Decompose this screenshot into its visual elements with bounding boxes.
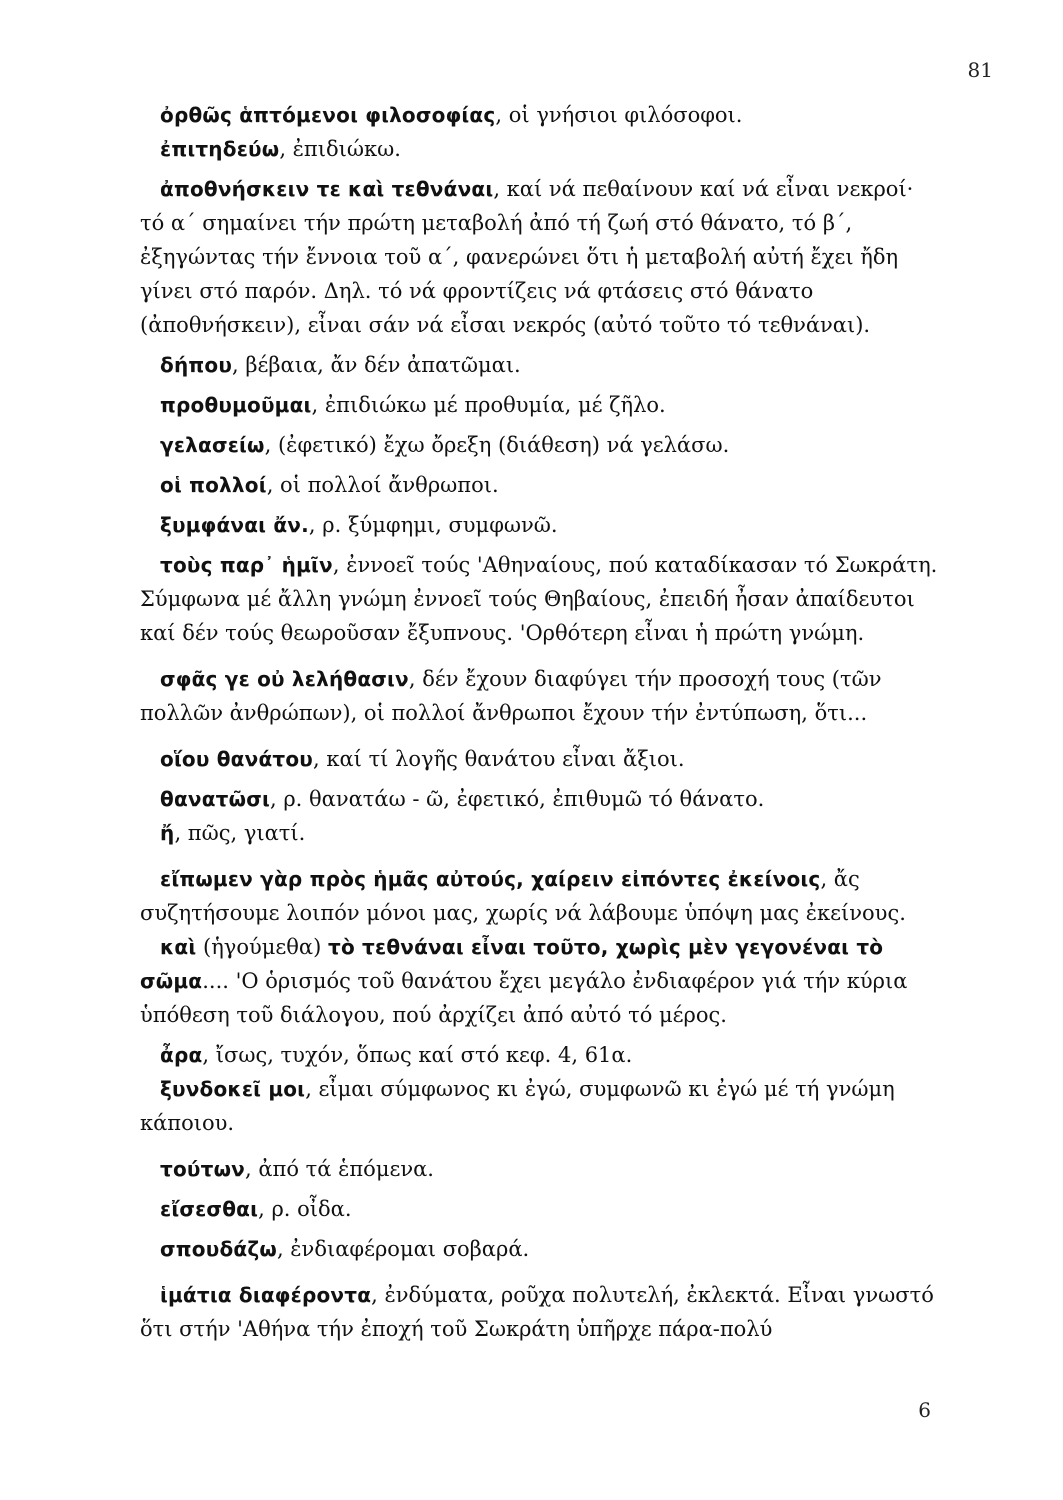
entry-definition: , οἱ πολλοί ἄνθρωποι. <box>266 473 499 497</box>
entry-definition: .... 'Ο ὁρισμός τοῦ θανάτου ἔχει μεγάλο ἐνδιαφέρον γιά τήν κύρια ὑπόθεση τοῦ διάλογου, πού ἀρχίζει ἀπό αὐτό τό μέρος. <box>140 969 908 1027</box>
entry-term: ἐπιτηδεύω <box>160 137 280 161</box>
glossary-entry <box>140 1278 940 1346</box>
entry-term: ἀποθνήσκειν τε καὶ τεθνάναι <box>160 177 494 201</box>
glossary-entry <box>140 742 940 776</box>
glossary-entry <box>140 348 940 382</box>
entry-term: τὸ τεθνάναι εἶναι τοῦτο, χωρὶς μὲν γεγονέναι τὸ σῶμα <box>140 935 884 993</box>
glossary-entry <box>140 862 940 930</box>
entry-term: ἆρα <box>160 1043 203 1067</box>
entry-definition: , ἀπό τά ἑπόμενα. <box>244 1157 434 1181</box>
entry-definition: , ρ. θανατάω - ῶ, ἐφετικό, ἐπιθυμῶ τό θάνατο. <box>269 787 765 811</box>
entry-definition: , οἱ γνήσιοι φιλόσοφοι. <box>495 103 743 127</box>
entry-definition: , ἐννοεῖ τούς 'Αθηναίους, πού καταδίκασαν τό Σωκράτη. Σύμφωνα μέ ἄλλη γνώμη ἐννοεῖ τούς Θηβαίους, ἐπειδή ἦσαν ἀπαίδευτοι καί δέν τούς θεωροῦσαν ἔξυπνους. 'Ορθότερη εἶναι ἡ πρώτη γνώμη. <box>140 553 938 645</box>
glossary-entry <box>140 132 940 166</box>
glossary-entry <box>140 428 940 462</box>
entry-definition: , (ἐφετικό) ἔχω ὄρεξη (διάθεση) νά γελάσω. <box>264 433 730 457</box>
entry-term-prefix: καὶ <box>160 935 197 959</box>
entry-term: εἴσεσθαι <box>160 1197 259 1221</box>
entry-term: σπουδάζω <box>160 1237 277 1261</box>
entry-term: δήπου <box>160 353 233 377</box>
glossary-entry <box>140 930 940 1032</box>
glossary-entry <box>140 1192 940 1226</box>
entry-definition: , πῶς, γιατί. <box>174 821 306 845</box>
page-number: 81 <box>967 58 993 82</box>
glossary-entry <box>140 468 940 502</box>
glossary-entry <box>140 816 940 850</box>
entry-term: ὀρθῶς ἁπτόμενοι φιλοσοφίας <box>160 103 496 127</box>
glossary-entry <box>140 1072 940 1140</box>
entry-definition: , εἶμαι σύμφωνος κι ἐγώ, συμφωνῶ κι ἐγώ μέ τή γνώμη κάποιου. <box>140 1077 895 1135</box>
entry-definition: , ἐπιδιώκω μέ προθυμία, μέ ζῆλο. <box>311 393 666 417</box>
entry-definition: , ἐπιδιώκω. <box>279 137 401 161</box>
entry-definition: , δέν ἔχουν διαφύγει τήν προσοχή τους (τῶν πολλῶν ἀνθρώπων), οἱ πολλοί ἄνθρωποι ἔχουν τήν ἐντύπωση, ὅτι... <box>140 667 882 725</box>
entry-definition: , ἐνδιαφέρομαι σοβαρά. <box>276 1237 530 1261</box>
entry-term: εἴπωμεν γὰρ πρὸς ἡμᾶς αὐτούς, χαίρειν εἰπόντες ἐκείνοις <box>160 867 821 891</box>
entry-term: θανατῶσι <box>160 787 270 811</box>
entry-term: γελασείω <box>160 433 265 457</box>
entry-definition: , ἴσως, τυχόν, ὅπως καί στό κεφ. 4, 61α. <box>202 1043 633 1067</box>
entry-definition: , καί νά πεθαίνουν καί νά εἶναι νεκροί· τό α΄ σημαίνει τήν πρώτη μεταβολή ἀπό τή ζωή στό θάνατο, τό β΄, ἐξηγώντας τήν ἔννοια τοῦ α΄, φανερώνει ὅτι ἡ μεταβολή αὐτή ἔχει ἤδη γίνει στό παρόν. Δηλ. τό νά φροντίζεις νά φτάσεις στό θάνατο (ἀποθνήσκειν), εἶναι σάν νά εἶσαι νεκρός (αὐτό τοῦτο τό τεθνάναι). <box>140 177 914 337</box>
glossary-entry <box>140 98 940 132</box>
glossary-entry <box>140 1152 940 1186</box>
glossary-entry <box>140 548 940 650</box>
glossary-entry <box>140 508 940 542</box>
entry-definition: , βέβαια, ἄν δέν ἀπατῶμαι. <box>232 353 521 377</box>
glossary-entry <box>140 662 940 730</box>
glossary-body <box>140 98 940 1346</box>
entry-definition: , ἐνδύματα, ροῦχα πολυτελή, ἐκλεκτά. Εἶναι γνωστό ὅτι στήν 'Αθήνα τήν ἐποχή τοῦ Σωκράτη ὑπῆρχε πάρα-πολύ <box>140 1283 934 1341</box>
glossary-entry <box>140 1038 940 1072</box>
signature-mark: 6 <box>918 1398 931 1422</box>
entry-term: οἱ πολλοί <box>160 473 267 497</box>
entry-aside: (ἡγούμεθα) <box>196 935 328 959</box>
entry-term: τοὺς παρ᾽ ἡμῖν <box>160 553 333 577</box>
entry-definition: , ρ. ξύμφημι, συμφωνῶ. <box>308 513 558 537</box>
entry-term: ξυμφάναι ἄν. <box>160 513 309 537</box>
glossary-entry <box>140 782 940 816</box>
entry-term: σφᾶς γε οὐ λελήθασιν <box>160 667 409 691</box>
glossary-entry <box>140 172 940 342</box>
entry-term: τούτων <box>160 1157 245 1181</box>
entry-definition: , ρ. οἶδα. <box>258 1197 352 1221</box>
entry-term: ξυνδοκεῖ μοι <box>160 1077 306 1101</box>
glossary-entry <box>140 388 940 422</box>
entry-term: οἵου θανάτου <box>160 747 313 771</box>
entry-term: ἤ <box>160 821 175 845</box>
entry-term: ἱμάτια διαφέροντα <box>160 1283 372 1307</box>
entry-definition: , καί τί λογῆς θανάτου εἶναι ἄξιοι. <box>313 747 685 771</box>
entry-term: προθυμοῦμαι <box>160 393 312 417</box>
entry-definition: , ἄς συζητήσουμε λοιπόν μόνοι μας, χωρίς νά λάβουμε ὑπόψη μας ἐκείνους. <box>140 867 906 925</box>
glossary-entry <box>140 1232 940 1266</box>
